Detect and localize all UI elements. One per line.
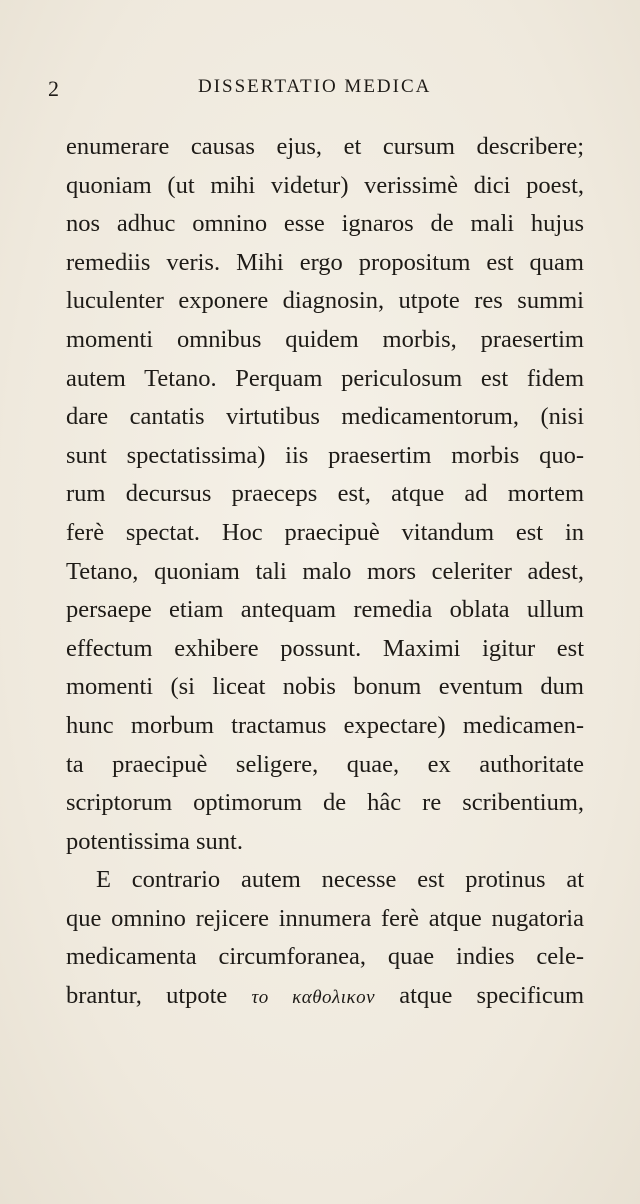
text-line: luculenter exponere diagnosin, utpote res summi [66,287,584,315]
text-line: persaepe etiam antequam remedia oblata ullum [66,596,584,624]
text-line: momenti omnibus quidem morbis, praesertim [66,325,584,353]
running-title: DISSERTATIO MEDICA [198,76,432,97]
page-number: 2 [48,76,60,101]
text-line: nos adhuc omnino esse ignaros de mali hujus [66,210,584,238]
text-line: autem Tetano. Perquam periculosum est fidem [66,364,584,392]
text-segment: brantur, utpote [66,982,228,1010]
page-header [48,76,568,106]
text-line [66,977,584,1016]
text-line: scriptorum optimorum de hâc re scribentium, [66,789,584,817]
text-line: momenti (si liceat nobis bonum eventum dum [66,673,584,701]
paragraph-end-line: potentissima sunt. [66,827,243,855]
text-segment: atque specificum [399,982,585,1010]
text-line: ferè spectat. Hoc praecipuè vitandum est in [66,518,584,546]
paragraph-start-line: E contrario autem necesse est protinus at [96,866,584,894]
text-line: enumerare causas ejus, et cursum describere; [66,133,584,160]
text-line: que omnino rejicere innumera ferè atque nugatoria [66,904,584,932]
text-line: Tetano, quoniam tali malo mors celeriter adest, [66,557,584,585]
text-line: effectum exhibere possunt. Maximi igitur est [66,634,584,662]
text-line: sunt spectatissima) iis praesertim morbis quo- [66,441,584,469]
text-line: remediis veris. Mihi ergo propositum est quam [66,248,584,276]
greek-phrase: το καθολικον [251,987,376,1009]
text-line: rum decursus praeceps est, atque ad mortem [66,480,584,508]
text-line: ta praecipuè seligere, quae, ex authoritate [66,750,584,778]
text-line: quoniam (ut mihi videtur) verissimè dici poest, [66,171,584,199]
text-line: hunc morbum tractamus expectare) medicamen- [66,711,584,739]
body-text [66,128,584,1016]
text-line: dare cantatis virtutibus medicamentorum, (nisi [66,403,584,431]
text-line: medicamenta circumforanea, quae indies cele- [66,943,584,971]
